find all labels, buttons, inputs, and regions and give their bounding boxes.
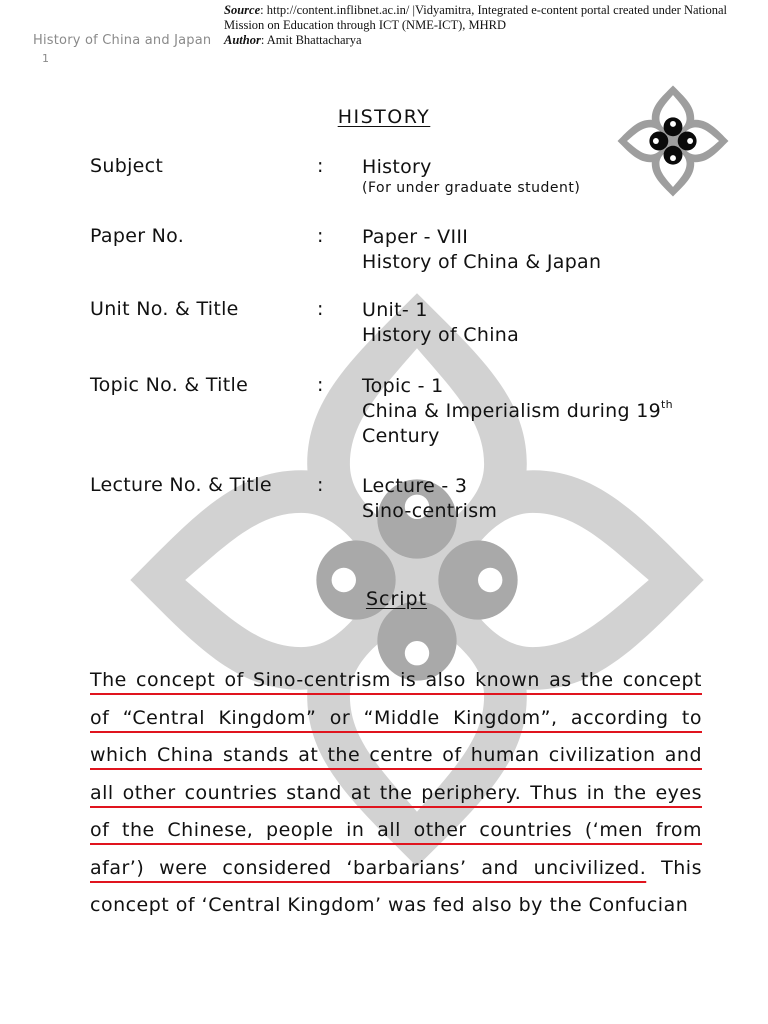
superscript: th (660, 398, 673, 411)
meta-colon: : (317, 155, 324, 177)
vidyamitra-logo-icon (614, 82, 732, 200)
body-paragraph (90, 662, 702, 925)
meta-label: Paper No. (90, 225, 185, 247)
body-text-rest: This concept of ‘Central Kingdom’ was fed also by the Confucian (90, 856, 702, 916)
meta-colon: : (317, 474, 324, 496)
script-title: Script (365, 588, 428, 610)
highlighted-text: The concept of Sino-centrism is also known as the concept of “Central Kingdom” or “Middle Kingdom”, according to which China stands at the centre of human civilization and all other countries stand at the periphery. Thus in the eyes of the Chinese, people in all other countries (‘men from afar’) were considered ‘barbarians’ and uncivilized. (90, 669, 702, 879)
meta-value: History (For under graduate student) (362, 156, 581, 196)
running-head: History of China and Japan (33, 33, 212, 48)
meta-value: Lecture - 3 Sino-centrism (362, 475, 498, 522)
meta-colon: : (317, 225, 324, 247)
meta-value: Unit- 1 History of China (362, 299, 520, 346)
meta-note: (For under graduate student) (362, 180, 581, 196)
meta-label: Topic No. & Title (90, 374, 249, 396)
page-number: 1 (42, 52, 49, 65)
meta-colon: : (317, 298, 324, 320)
meta-label: Unit No. & Title (90, 298, 239, 320)
meta-value: Paper - VIII History of China & Japan (362, 226, 602, 273)
source-text: : http://content.inflibnet.ac.in/ |Vidyamitra, Integrated e-content portal created under National Mission on Education through ICT (NME-ICT), MHRD (224, 3, 727, 32)
meta-label: Subject (90, 155, 164, 177)
source-citation (224, 3, 760, 48)
meta-label: Lecture No. & Title (90, 474, 272, 496)
meta-value: Topic - 1 China & Imperialism during 19th Century (362, 375, 673, 447)
meta-colon: : (317, 374, 324, 396)
author-text: : Amit Bhattacharya (260, 33, 362, 47)
source-label: Source (224, 3, 261, 17)
document-heading: HISTORY (337, 106, 431, 128)
author-label: Author (224, 33, 261, 47)
